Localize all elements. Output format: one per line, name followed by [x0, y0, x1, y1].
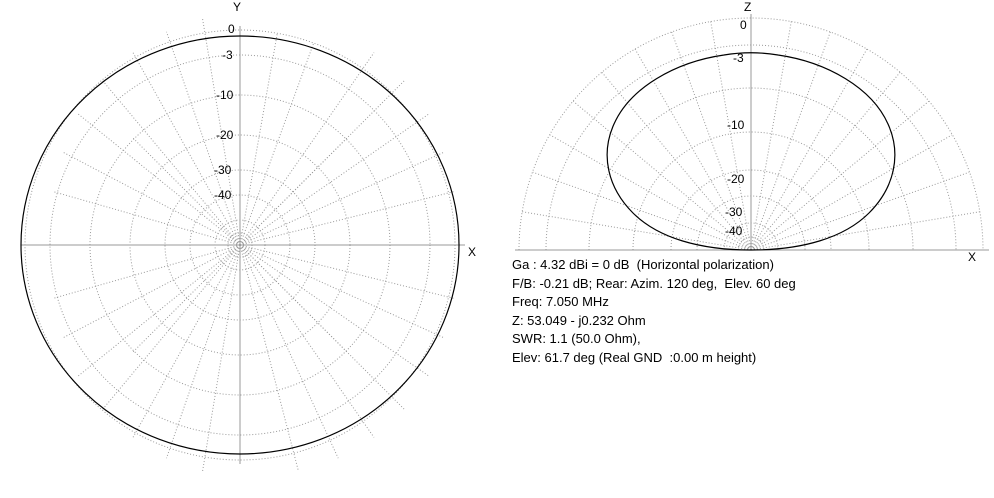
elevation-ring-label-40: -40 [725, 224, 743, 238]
azimuth-ring-label-20: -20 [216, 128, 234, 142]
azimuth-ring-label-0: 0 [228, 22, 235, 36]
elevation-x-axis-label: X [968, 250, 977, 264]
azimuth-ring-label-10: -10 [216, 88, 234, 102]
frequency-line: Freq: 7.050 MHz [512, 294, 609, 309]
swr-line: SWR: 1.1 (50.0 Ohm), [512, 331, 641, 346]
elevation-ring-label-3: -3 [733, 51, 744, 65]
elevation-ring-label-30: -30 [725, 205, 743, 219]
elevation-ring-label-0: 0 [740, 18, 747, 32]
azimuth-ring-label-40: -40 [214, 188, 232, 202]
gain-line: Ga : 4.32 dBi = 0 dB (Horizontal polarization) [512, 257, 774, 272]
front-back-line: F/B: -0.21 dB; Rear: Azim. 120 deg, Elev. 60 deg [512, 275, 796, 291]
azimuth-ring-label-30: -30 [214, 163, 232, 177]
elevation-z-axis-label: Z [744, 0, 752, 14]
elevation-polar-plot [490, 0, 994, 270]
azimuth-y-axis-label: Y [233, 0, 242, 14]
azimuth-x-axis-label: X [468, 245, 477, 259]
elevation-angle-line: Elev: 61.7 deg (Real GND :0.00 m height) [512, 349, 757, 365]
elevation-grid [515, 14, 989, 250]
elevation-ring-label-20: -20 [727, 172, 745, 186]
elevation-ring-label-10: -10 [727, 118, 745, 132]
azimuth-grid [21, 19, 465, 471]
antenna-results-panel [512, 256, 982, 367]
impedance-line: Z: 53.049 - j0.232 Ohm [512, 312, 646, 328]
azimuth-axes [21, 26, 465, 464]
azimuth-ring-label-3: -3 [222, 48, 233, 62]
